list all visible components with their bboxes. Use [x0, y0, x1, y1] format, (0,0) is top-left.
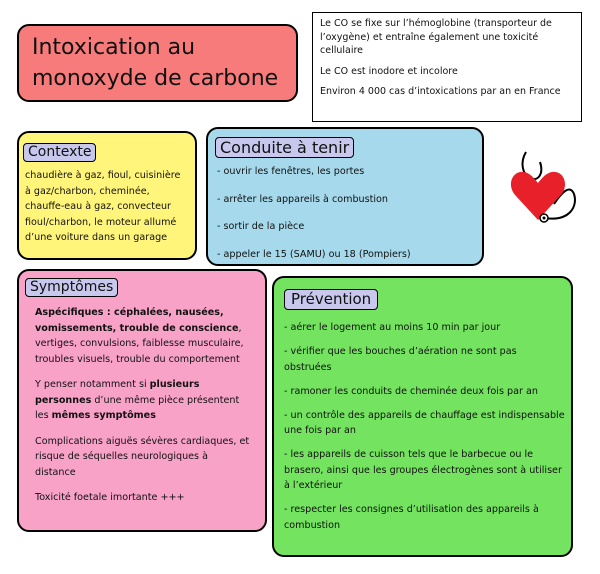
symptomes-paragraph-penser: [35, 377, 251, 424]
symptomes-penser-b: d’une même pièce présentent les: [35, 394, 240, 421]
page-title-line1: Intoxication au: [32, 35, 196, 60]
symptomes-penser-a: Y penser notamment si: [35, 379, 150, 390]
prevention-item: - aérer le logement au moins 10 min par jour: [284, 322, 501, 333]
prevention-box: [272, 276, 573, 557]
stethoscope-heart-icon: [500, 148, 590, 238]
symptomes-paragraph-complications: Complications aiguës sévères cardiaques, et risque de séquelles neurologiques à distance: [35, 435, 250, 478]
prevention-item: - ramoner les conduits de cheminée deux fois par an: [284, 385, 538, 397]
conduite-box: [206, 127, 484, 266]
info-box: [312, 12, 582, 122]
symptomes-paragraph-toxicite: Toxicité foetale imortante +++: [35, 492, 185, 503]
contexte-box: [17, 131, 197, 260]
symptomes-label: Symptômes: [25, 278, 118, 297]
symptomes-aspecifiques-bold: Aspécifiques : céphalées, nausées, vomissements, trouble de conscience: [35, 307, 239, 334]
page-title-line2: monoxyde de carbone: [32, 66, 279, 91]
conduite-item: - appeler le 15 (SAMU) ou 18 (Pompiers): [217, 248, 411, 260]
conduite-item: - ouvrir les fenêtres, les portes: [217, 166, 365, 177]
info-line-hemoglobine: Le CO se fixe sur l’hémoglobine (transporteur de l’oxygène) et entraîne également une toxicité cellulaire: [320, 18, 552, 56]
prevention-item: - vérifier que les bouches d’aération ne sont pas obstruées: [284, 346, 517, 373]
prevention-item: - respecter les consignes d’utilisation des appareils à combustion: [284, 504, 539, 531]
info-line-inodore: Le CO est inodore et incolore: [320, 65, 458, 77]
prevention-list: [284, 320, 571, 533]
symptomes-paragraph-aspecifiques: [35, 305, 251, 367]
contexte-label: Contexte: [23, 143, 96, 162]
conduite-label: Conduite à tenir: [215, 137, 354, 158]
title-box: [17, 24, 298, 102]
conduite-list: [215, 162, 482, 261]
prevention-item: - les appareils de cuisson tels que le barbecue ou le brasero, ainsi que les groupes électrogènes sont à utiliser à l’extérieur: [284, 449, 562, 491]
conduite-item: - sortir de la pièce: [217, 221, 305, 232]
symptomes-content: [25, 301, 265, 506]
symptomes-penser-bold2: mêmes symptômes: [51, 410, 156, 421]
conduite-item: - arrêter les appareils à combustion: [217, 193, 388, 205]
prevention-item: - un contrôle des appareils de chauffage est indispensable une fois par an: [284, 409, 565, 436]
symptomes-penser-bold1: plusieurs personnes: [35, 379, 200, 406]
symptomes-aspecifiques-rest: , vertiges, convulsions, faiblesse musculaire, troubles visuels, trouble du comportement: [35, 322, 244, 365]
info-line-cas: Environ 4 000 cas d’intoxications par an en France: [320, 86, 561, 97]
contexte-text: chaudière à gaz, fioul, cuisinière à gaz/charbon, cheminée, chauffe-eau à gaz, convecteur fioul/charbon, le moteur allumé d’une voiture dans un garage: [25, 170, 181, 243]
prevention-label: Prévention: [284, 289, 378, 310]
symptomes-box: [17, 269, 267, 532]
